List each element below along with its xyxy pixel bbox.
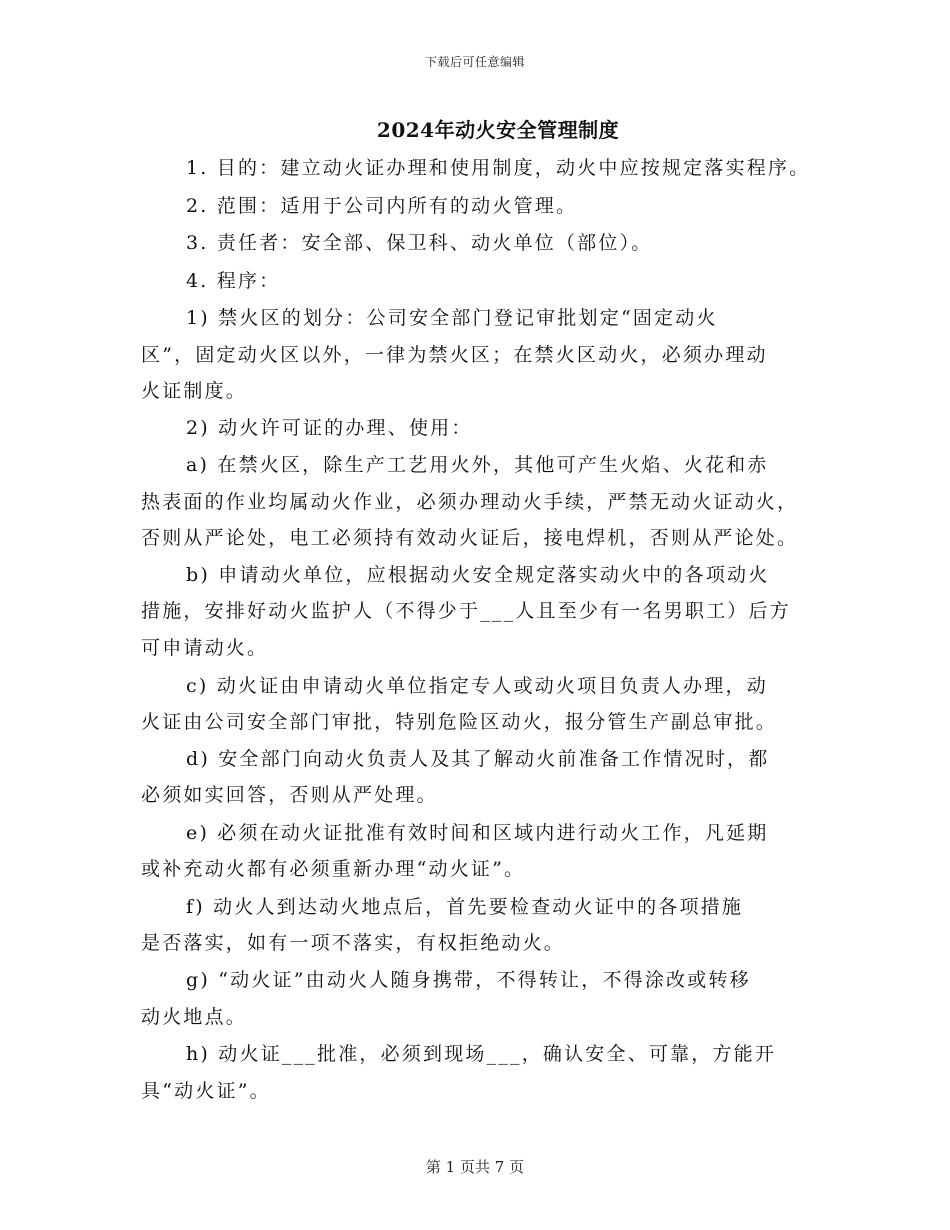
body-line: g) “动火证”由动火人随身携带，不得转让，不得涂改或转移 bbox=[186, 969, 751, 991]
body-line: h) 动火证___批准，必须到现场___，确认安全、可靠，方能开 bbox=[186, 1043, 777, 1065]
body-line: 2) 动火许可证的办理、使用： bbox=[186, 417, 473, 439]
body-line: 热表面的作业均属动火作业，必须办理动火手续，严禁无动火证动火， bbox=[141, 491, 799, 513]
header-note: 下载后可任意编辑 bbox=[424, 55, 525, 69]
body-line: 2. 范围：适用于公司内所有的动火管理。 bbox=[186, 195, 578, 217]
body-line: 或补充动火都有必须重新办理“动火证”。 bbox=[141, 858, 526, 880]
body-line: f) 动火人到达动火地点后，首先要检查动火证中的各项措施 bbox=[186, 896, 744, 918]
body-line: 火证由公司安全部门审批，特别危险区动火，报分管生产副总审批。 bbox=[141, 711, 778, 733]
body-line: 可申请动火。 bbox=[141, 637, 269, 659]
body-line: 1) 禁火区的划分：公司安全部门登记审批划定“固定动火 bbox=[186, 307, 718, 329]
body-line: 1. 目的：建立动火证办理和使用制度，动火中应按规定落实程序。 bbox=[186, 157, 811, 179]
body-line: c) 动火证由申请动火单位指定专人或动火项目负责人办理，动 bbox=[186, 675, 768, 697]
document-title: 2024年动火安全管理制度 bbox=[376, 118, 620, 142]
page-number-footer: 第 1 页共 7 页 bbox=[425, 1158, 525, 1176]
body-line: 4. 程序： bbox=[186, 270, 281, 292]
body-line: 是否落实，如有一项不落实，有权拒绝动火。 bbox=[141, 932, 566, 954]
body-line: 必须如实回答，否则从严处理。 bbox=[141, 784, 438, 806]
body-line: d) 安全部门向动火负责人及其了解动火前准备工作情况时，都 bbox=[186, 748, 770, 770]
body-line: 火证制度。 bbox=[141, 380, 248, 402]
body-line: b) 申请动火单位，应根据动火安全规定落实动火中的各项动火 bbox=[186, 564, 770, 586]
body-line: e) 必须在动火证批准有效时间和区域内进行动火工作，凡延期 bbox=[186, 822, 769, 844]
body-line: a) 在禁火区，除生产工艺用火外，其他可产生火焰、火花和赤 bbox=[186, 454, 769, 476]
body-line: 动火地点。 bbox=[141, 1006, 248, 1028]
body-line: 3. 责任者：安全部、保卫科、动火单位（部位）。 bbox=[186, 232, 653, 254]
body-line: 区”，固定动火区以外，一律为禁火区；在禁火区动火，必须办理动 bbox=[141, 344, 768, 366]
body-line: 具“动火证”。 bbox=[141, 1080, 271, 1102]
body-line: 措施，安排好动火监护人（不得少于___人且至少有一名男职工）后方 bbox=[141, 600, 791, 622]
body-line: 否则从严论处，电工必须持有效动火证后，接电焊机，否则从严论处。 bbox=[141, 527, 799, 549]
